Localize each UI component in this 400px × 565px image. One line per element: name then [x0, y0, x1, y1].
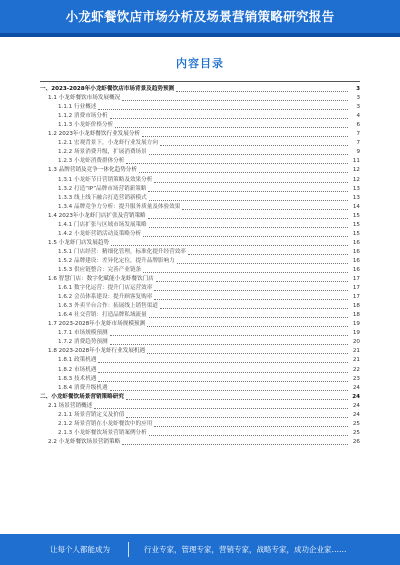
toc-entry[interactable] [40, 239, 360, 248]
toc-entry-page: 24 [352, 384, 360, 391]
toc-leader-dots [110, 118, 348, 119]
toc-entry-page: 22 [352, 366, 360, 373]
toc-entry-text: 1.1.3 小龙虾价格分析 [58, 122, 114, 129]
toc-entry-text: 1.8.2 市场机遇 [58, 366, 97, 373]
toc-leader-dots [115, 127, 348, 128]
toc-entry-page: 25 [352, 429, 360, 436]
toc-entry[interactable] [40, 203, 360, 212]
toc-entry-page: 25 [352, 420, 360, 427]
toc-entry-text: 1.6.4 社交营销：打造品牌私域流量 [58, 312, 147, 319]
toc-leader-dots [148, 218, 348, 219]
toc-entry[interactable] [40, 157, 360, 166]
toc-entry[interactable] [40, 284, 360, 293]
toc-entry[interactable] [40, 194, 360, 203]
toc-entry-page: 19 [352, 321, 360, 328]
toc-leader-dots [176, 91, 348, 92]
toc-entry-text: 1.6.2 会员体系建设：提升顾客复购率 [58, 294, 153, 301]
toc-entry-text: 1.1 小龙虾餐饮市场发展概况 [48, 95, 121, 102]
toc-leader-dots [182, 209, 348, 210]
toc-entry[interactable] [40, 275, 360, 284]
toc-entry-page: 16 [352, 266, 360, 273]
toc-entry-page: 26 [352, 438, 360, 445]
toc-leader-dots [160, 308, 348, 309]
toc-leader-dots [149, 227, 348, 228]
toc-entry-text: 1.6 智慧门店：数字化赋能小龙虾餐饮门店 [48, 276, 154, 283]
toc-entry[interactable] [40, 402, 360, 411]
toc-entry-page: 13 [352, 194, 360, 201]
toc-leader-dots [122, 444, 348, 445]
toc-entry-text: 一、2023-2028年小龙虾餐饮店市场背景及趋势预测 [40, 86, 175, 93]
toc-entry-page: 7 [356, 140, 360, 147]
report-title: 小龙虾餐饮店市场分析及场景营销策略研究报告 [65, 9, 335, 24]
toc-entry-text: 1.8.4 消费升级机遇 [58, 384, 108, 391]
toc-leader-dots [154, 426, 348, 427]
toc-leader-dots [154, 290, 348, 291]
toc-entry-text: 1.5.1 门店经营：精细化管理，标准化提升经营效率 [58, 248, 186, 255]
toc-entry-page: 14 [352, 203, 360, 210]
toc-entry-text: 1.4.2 小龙虾营销活动及策略分析 [58, 230, 142, 237]
toc-entry-page: 17 [352, 294, 360, 301]
toc-entry-text: 1.2.3 小龙虾消费群体分析 [58, 158, 125, 165]
toc-entry-page: 3 [356, 95, 360, 102]
toc-leader-dots [148, 191, 348, 192]
toc-entry[interactable] [40, 166, 360, 175]
toc-leader-dots [142, 136, 348, 137]
toc-entry-text: 1.3.3 线上线下融合打造营销新模式 [58, 194, 147, 201]
toc-entry-text: 1.2 2023年小龙虾餐饮行业发展分析 [48, 131, 141, 138]
toc-entry-text: 1.2.2 场景消费升级，扩展消费场景 [58, 149, 147, 156]
toc-entry-text: 1.5 小龙虾门店发展趋势 [48, 239, 110, 246]
toc-entry-page: 24 [352, 402, 360, 409]
toc-entry-page: 3 [356, 86, 360, 93]
toc-entry-text: 2.1 场景营销概述 [48, 402, 93, 409]
toc-entry-text: 1.5.2 品牌建设：差异化定位，提升品牌影响力 [58, 257, 175, 264]
footer-bar [0, 534, 400, 565]
toc-entry-page: 24 [352, 393, 360, 400]
toc-leader-dots [98, 372, 348, 373]
toc-entry[interactable] [40, 347, 360, 356]
toc-entry-page: 16 [352, 239, 360, 246]
toc-entry-page: 23 [352, 375, 360, 382]
toc-leader-dots [149, 317, 348, 318]
toc-entry-text: 1.8 2023-2028年小龙虾行业发展机遇 [48, 348, 146, 355]
toc-entry[interactable] [40, 293, 360, 302]
toc-entry-text: 1.3.2 打造“IP”品牌市场营销新策略 [58, 185, 147, 192]
toc-leader-dots [110, 344, 348, 345]
toc-entry-page: 9 [356, 149, 360, 156]
toc-leader-dots [188, 254, 348, 255]
toc-leader-dots [110, 390, 348, 391]
toc-entry-text: 1.3.4 品牌竞争力分析：提升服务质量及体验效果 [58, 203, 181, 210]
toc-leader-dots [154, 182, 348, 183]
toc-leader-dots [149, 435, 348, 436]
toc-leader-dots [147, 326, 348, 327]
toc-entry-text: 2.1.3 小龙虾餐饮场景营销案例分析 [58, 429, 147, 436]
toc-leader-dots [98, 109, 348, 110]
toc-entry-page: 19 [352, 330, 360, 337]
toc-entry[interactable] [40, 185, 360, 194]
toc-entry-page: 12 [352, 167, 360, 174]
toc-entry[interactable] [40, 311, 360, 320]
toc-entry[interactable] [40, 85, 360, 94]
toc-entry-text: 1.4 2023年小龙虾门店扩张及营销策略 [48, 212, 146, 219]
toc-leader-dots [177, 263, 348, 264]
toc-leader-dots [98, 381, 348, 382]
toc-entry-page: 16 [352, 257, 360, 264]
toc-entry[interactable] [40, 329, 360, 338]
toc-leader-dots [149, 200, 348, 201]
toc-title: 内容目录 [176, 57, 224, 70]
toc-list [40, 85, 360, 447]
toc-entry-text: 1.7.2 消费趋势预测 [58, 339, 108, 346]
footer-slogan-left: 让每个人都能成为 [50, 545, 110, 554]
toc-entry[interactable] [40, 230, 360, 239]
toc-entry-page: 16 [352, 248, 360, 255]
toc-entry-text: 1.6.1 数字化运营：提升门店运营效率 [58, 285, 153, 292]
toc-entry[interactable] [40, 121, 360, 130]
toc-entry-page: 17 [352, 276, 360, 283]
toc-entry[interactable] [40, 175, 360, 184]
toc-entry-text: 1.2.1 宏观背景下，小龙虾行业发展方向 [58, 140, 158, 147]
toc-entry[interactable] [40, 356, 360, 365]
toc-leader-dots [139, 172, 348, 173]
toc-leader-dots [143, 272, 348, 273]
toc-entry-page: 3 [356, 104, 360, 111]
toc-entry[interactable] [40, 212, 360, 221]
toc-entry-text: 2.1.1 场景营销定义及价值 [58, 411, 125, 418]
toc-entry[interactable] [40, 438, 360, 447]
toc-entry[interactable] [40, 429, 360, 438]
toc-entry[interactable] [40, 320, 360, 329]
toc-entry[interactable] [40, 139, 360, 148]
toc-entry[interactable] [40, 112, 360, 121]
toc-entry[interactable] [40, 411, 360, 420]
toc-entry-page: 20 [352, 339, 360, 346]
toc-leader-dots [126, 417, 348, 418]
toc-leader-dots [147, 353, 348, 354]
toc-entry[interactable] [40, 94, 360, 103]
toc-entry-text: 1.8.1 政策机遇 [58, 357, 97, 364]
footer-divider [128, 542, 129, 557]
toc-leader-dots [143, 236, 348, 237]
toc-entry-text: 1.4.1 门店扩张与区域市场发展策略 [58, 221, 147, 228]
toc-leader-dots [156, 281, 348, 282]
toc-entry-text: 1.1.1 行业概述 [58, 104, 97, 111]
toc-entry[interactable] [40, 420, 360, 429]
toc-divider [40, 81, 360, 82]
toc-entry-text: 1.3 品牌营销及竞争一体化趋势分析 [48, 167, 137, 174]
toc-entry-text: 1.5.3 供应链整合：完善产业链条 [58, 266, 142, 273]
toc-entry-text: 2.2 小龙虾餐饮场景营销策略 [48, 438, 121, 445]
toc-entry-page: 15 [352, 230, 360, 237]
toc-entry-page: 7 [356, 131, 360, 138]
toc-leader-dots [154, 299, 348, 300]
toc-entry-page: 24 [352, 411, 360, 418]
toc-entry-page: 21 [352, 357, 360, 364]
toc-entry[interactable] [40, 257, 360, 266]
toc-entry-page: 18 [352, 312, 360, 319]
toc-leader-dots [160, 145, 348, 146]
toc-entry-text: 1.7.1 市场规模预测 [58, 330, 108, 337]
toc-entry-page: 12 [352, 176, 360, 183]
toc-entry-text: 1.8.3 技术机遇 [58, 375, 97, 382]
toc-entry-text: 1.7 2023-2028年小龙虾市场规模预测 [48, 321, 146, 328]
footer-slogan-right: 行业专家，管理专家，营销专家，战略专家，成功企业家…… [144, 545, 347, 554]
toc-entry-page: 15 [352, 221, 360, 228]
toc-entry[interactable] [40, 338, 360, 347]
toc-leader-dots [111, 245, 348, 246]
toc-entry[interactable] [40, 365, 360, 374]
toc-entry-page: 4 [356, 113, 360, 120]
toc-entry[interactable] [40, 384, 360, 393]
toc-entry-page: 15 [352, 212, 360, 219]
toc-entry-page: 17 [352, 285, 360, 292]
toc-entry-text: 2.1.2 场景营销在小龙虾餐饮中的应用 [58, 420, 153, 427]
toc-entry-text: 二、小龙虾餐饮场景营销策略研究 [40, 393, 124, 400]
toc-entry-page: 13 [352, 185, 360, 192]
toc-entry[interactable] [40, 266, 360, 275]
toc-entry-page: 6 [356, 122, 360, 129]
toc-leader-dots [98, 362, 348, 363]
toc-entry[interactable] [40, 148, 360, 157]
toc-entry[interactable] [40, 393, 360, 402]
toc-entry-text: 1.1.2 消费市场分析 [58, 113, 108, 120]
toc-leader-dots [126, 399, 348, 400]
toc-entry[interactable] [40, 103, 360, 112]
toc-entry[interactable] [40, 248, 360, 257]
toc-entry[interactable] [40, 130, 360, 139]
toc-leader-dots [149, 154, 348, 155]
toc-entry[interactable] [40, 375, 360, 384]
toc-leader-dots [122, 100, 348, 101]
toc-entry[interactable] [40, 221, 360, 230]
toc-entry-page: 21 [352, 348, 360, 355]
toc-entry-text: 1.3.1 小龙虾节日营销策略及效果分析 [58, 176, 153, 183]
header-bar [0, 0, 400, 33]
toc-leader-dots [110, 335, 348, 336]
toc-entry-text: 1.6.3 外卖平台合作：拓展线上销售渠道 [58, 303, 158, 310]
toc-entry-page: 11 [352, 158, 360, 165]
toc-leader-dots [126, 163, 348, 164]
toc-leader-dots [94, 408, 348, 409]
header-band [0, 33, 400, 37]
toc-entry-page: 18 [352, 303, 360, 310]
toc-entry[interactable] [40, 302, 360, 311]
